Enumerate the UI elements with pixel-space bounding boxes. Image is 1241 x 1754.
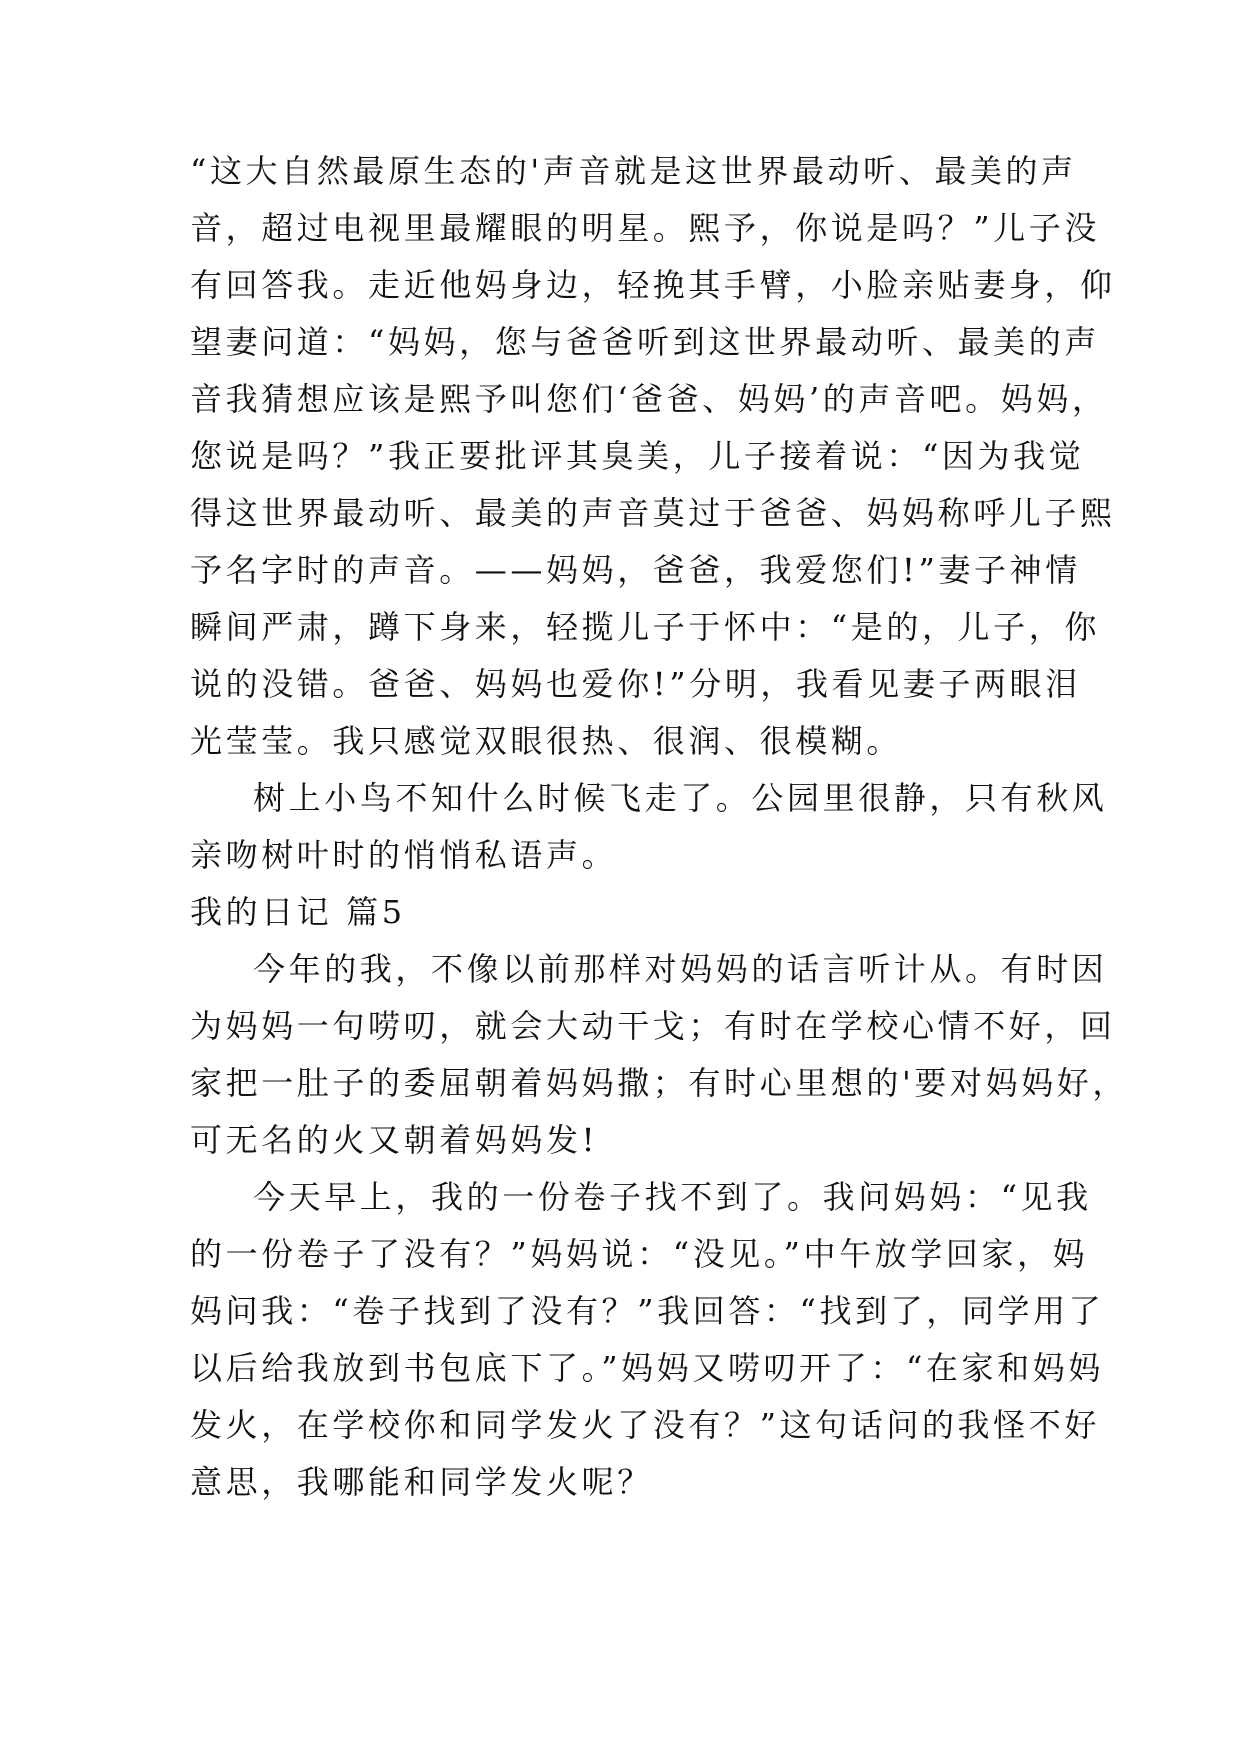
text-line: 音，超过电视里最耀眼的明星。熙予，你说是吗？”儿子没 — [190, 209, 1100, 247]
text-line: 音我猜想应该是熙予叫您们‘爸爸、妈妈’的声音吧。妈妈， — [190, 380, 1108, 418]
text-line: 得这世界最动听、最美的声音莫过于爸爸、妈妈称呼儿子熙 — [190, 494, 1116, 532]
text-line: 瞬间严肃，蹲下身来，轻揽儿子于怀中：“是的，儿子，你 — [190, 608, 1100, 646]
text-line: 为妈妈一句唠叨，就会大动干戈；有时在学校心情不好，回 — [190, 1007, 1116, 1045]
text-line: 意思，我哪能和同学发火呢？ — [190, 1463, 653, 1501]
text-line: 妈问我：“卷子找到了没有？”我回答：“找到了，同学用了 — [190, 1292, 1105, 1330]
text-line: 有回答我。走近他妈身边，轻挽其手臂，小脸亲贴妻身，仰 — [190, 266, 1116, 304]
text-line: 予名字时的声音。——妈妈，爸爸，我爱您们!”妻子神情 — [190, 551, 1081, 589]
text-line: 发火，在学校你和同学发火了没有？”这句话问的我怪不好 — [190, 1406, 1100, 1444]
text-line: 以后给我放到书包底下了。”妈妈又唠叨开了：“在家和妈妈 — [190, 1349, 1104, 1387]
paragraph-first-line: 树上小鸟不知什么时候飞走了。公园里很静，只有秋风 — [253, 779, 1108, 817]
text-line: 望妻问道：“妈妈，您与爸爸听到这世界最动听、最美的声 — [190, 323, 1100, 361]
text-line: 光莹莹。我只感觉双眼很热、很润、很模糊。 — [190, 722, 903, 760]
text-line: 可无名的火又朝着妈妈发! — [190, 1121, 599, 1159]
text-line: 您说是吗？”我正要批评其臭美，儿子接着说：“因为我觉 — [190, 437, 1085, 475]
text-line: 的一份卷子了没有？”妈妈说：“没见。”中午放学回家，妈 — [190, 1235, 1089, 1273]
text-line: 亲吻树叶时的悄悄私语声。 — [190, 836, 618, 874]
paragraph-first-line: 今天早上，我的一份卷子找不到了。我问妈妈：“见我 — [253, 1178, 1092, 1216]
text-line: 家把一肚子的委屈朝着妈妈撒；有时心里想的'要对妈妈好， — [190, 1064, 1128, 1102]
paragraph-first-line: 今年的我，不像以前那样对妈妈的话言听计从。有时因 — [253, 950, 1108, 988]
text-line: “这大自然最原生态的'声音就是这世界最动听、最美的声 — [190, 152, 1077, 190]
section-heading: 我的日记 篇5 — [190, 893, 406, 931]
text-line: 说的没错。爸爸、妈妈也爱你!”分明，我看见妻子两眼泪 — [190, 665, 1081, 703]
